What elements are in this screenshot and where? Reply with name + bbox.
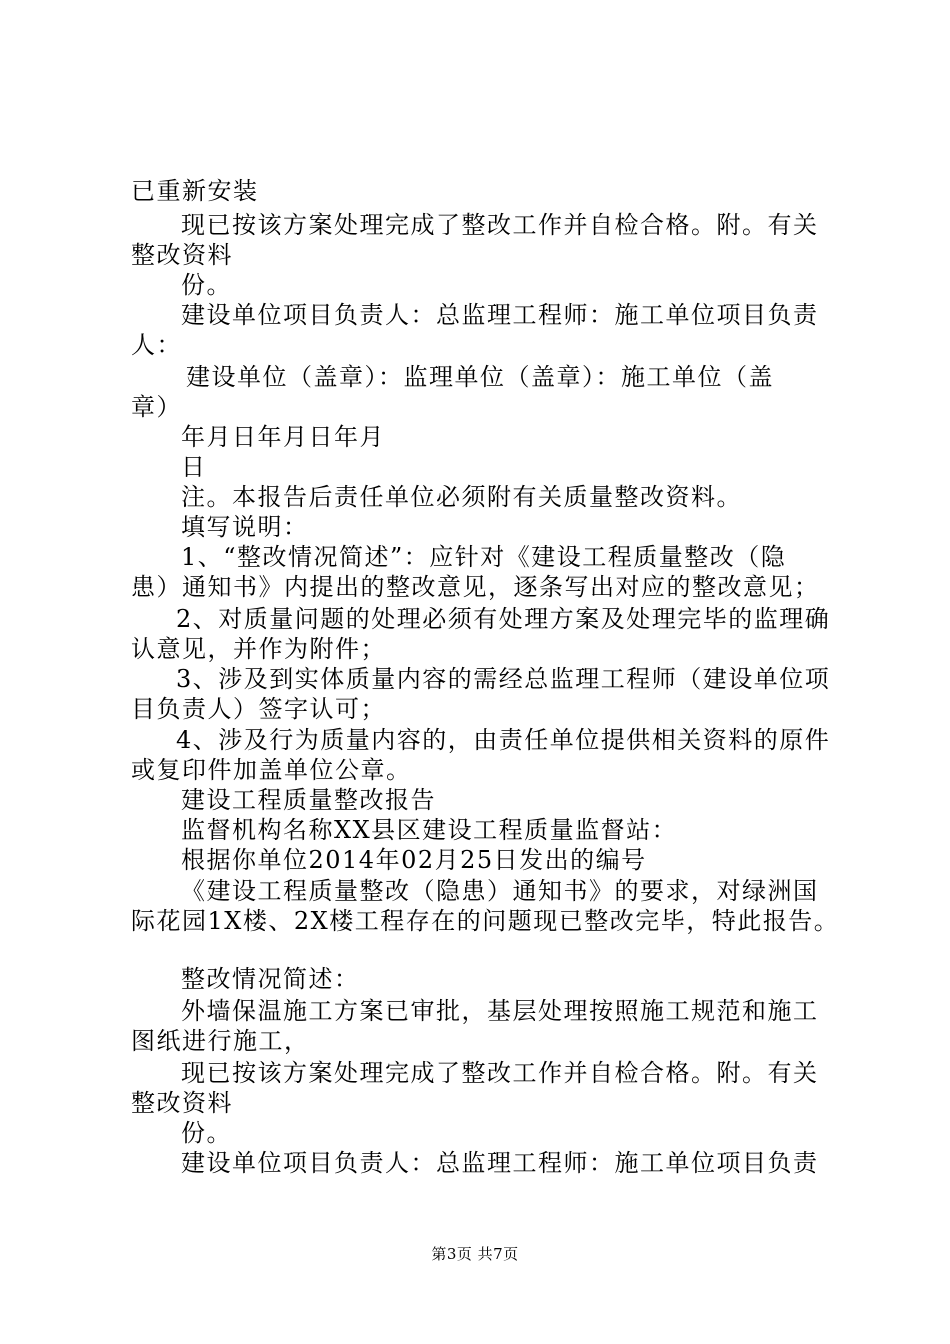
- text-line-29: 现已按该方案处理完成了整改工作并自检合格。附。有关: [181, 1059, 819, 1087]
- text-line-5: 建设单位项目负责人：总监理工程师：施工单位项目负责: [181, 301, 819, 329]
- text-line-11: 注。本报告后责任单位必须附有关质量整改资料。: [181, 483, 742, 511]
- text-line-12: 填写说明：: [181, 513, 309, 541]
- text-line-7: 建设单位（盖章）：监理单位（盖章）：施工单位（盖: [186, 363, 774, 391]
- text-line-28: 图纸进行施工，: [131, 1027, 310, 1055]
- text-line-30: 整改资料: [131, 1089, 233, 1117]
- text-line-27: 外墙保温施工方案已审批，基层处理按照施工规范和施工: [181, 997, 819, 1025]
- text-line-20: 或复印件加盖单位公章。: [131, 756, 412, 784]
- text-line-4: 份。: [181, 271, 232, 299]
- text-line-19: 4、涉及行为质量内容的，由责任单位提供相关资料的原件: [176, 726, 831, 754]
- text-line-23: 根据你单位2014年02月25日发出的编号: [181, 846, 647, 874]
- text-line-3: 整改资料: [131, 241, 233, 269]
- text-line-1: 已重新安装: [131, 177, 259, 205]
- text-line-17: 3、涉及到实体质量内容的需经总监理工程师（建设单位项: [176, 665, 831, 693]
- text-line-9: 年月日年月日年月: [181, 423, 385, 451]
- text-line-32: 建设单位项目负责人：总监理工程师：施工单位项目负责: [181, 1149, 819, 1177]
- text-line-26: 整改情况简述：: [181, 965, 360, 993]
- text-line-21: 建设工程质量整改报告: [181, 786, 436, 814]
- text-line-2: 现已按该方案处理完成了整改工作并自检合格。附。有关: [181, 211, 819, 239]
- text-line-15: 2、对质量问题的处理必须有处理方案及处理完毕的监理确: [176, 605, 831, 633]
- text-line-16: 认意见，并作为附件；: [131, 635, 386, 663]
- text-line-10: 日: [181, 453, 207, 481]
- text-line-31: 份。: [181, 1119, 232, 1147]
- text-line-25: 际花园1X楼、2X楼工程存在的问题现已整改完毕，特此报告。: [131, 907, 840, 935]
- text-line-14: 患）通知书》内提出的整改意见，逐条写出对应的整改意见；: [131, 573, 820, 601]
- page-number-footer: 第3页 共7页: [431, 1245, 519, 1263]
- text-line-6: 人：: [131, 331, 182, 359]
- text-line-22: 监督机构名称XX县区建设工程质量监督站：: [181, 816, 678, 844]
- text-line-8: 章）: [131, 393, 182, 421]
- text-line-13: 1、“整改情况简述”：应针对《建设工程质量整改（隐: [181, 543, 787, 571]
- text-line-24: 《建设工程质量整改（隐患）通知书》的要求，对绿洲国: [181, 877, 819, 905]
- text-line-18: 目负责人）签字认可；: [131, 695, 386, 723]
